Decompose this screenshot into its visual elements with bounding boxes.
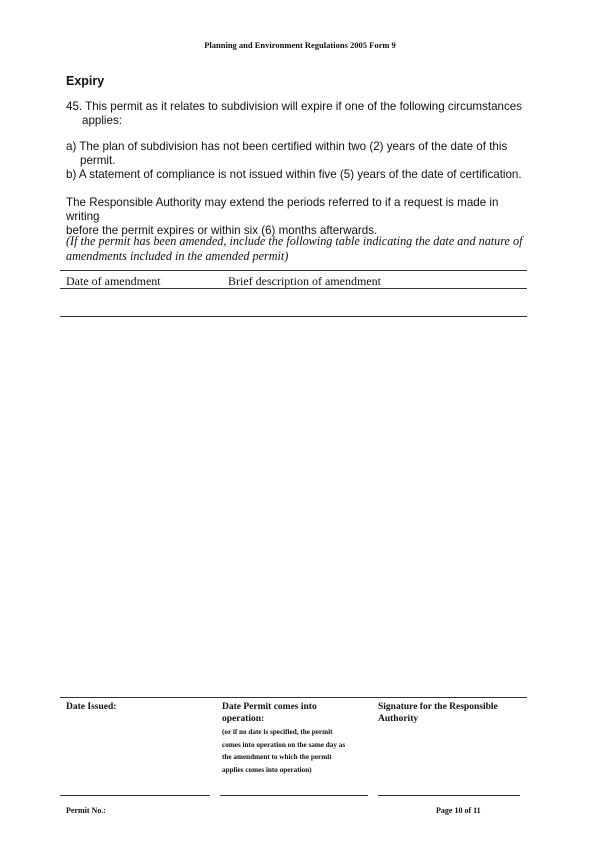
list-item-b xyxy=(66,168,522,182)
clause-45-line1: 45. This permit as it relates to subdivision will expire if one of the following circumstances xyxy=(66,100,523,113)
table-bottom-rule xyxy=(60,316,527,317)
extension-line1: The Responsible Authority may extend the periods referred to if a request is made in writing xyxy=(66,196,499,223)
authority-signature-line xyxy=(378,795,520,796)
date-operation-note xyxy=(222,726,372,776)
date-issued-label: Date Issued: xyxy=(66,702,117,712)
clause-45 xyxy=(66,100,522,128)
table-header-date: Date of amendment xyxy=(66,274,161,288)
date-operation-note-line: the amendment to which the permit xyxy=(222,753,332,761)
amendment-note xyxy=(66,234,526,264)
table-header-description: Brief description of amendment xyxy=(228,274,381,288)
clause-45-line2: applies: xyxy=(82,114,122,127)
page-number: Page 10 of 11 xyxy=(436,806,481,815)
list-item-a-line2: permit. xyxy=(80,154,116,167)
date-operation-note-line: comes into operation on the same day as xyxy=(222,740,346,749)
list-item-b-line1: b) A statement of compliance is not issued within five (5) years of the date of certification. xyxy=(66,168,522,181)
extension-line2: before the permit expires or within six (6) months afterwards. xyxy=(66,224,378,237)
date-operation-note-line: applies comes into operation) xyxy=(222,765,312,774)
list-item-a-line1: a) The plan of subdivision has not been certified within two (2) years of the date of this xyxy=(66,140,508,153)
extension-paragraph xyxy=(66,196,526,238)
date-operation-line1: Date Permit comes into xyxy=(222,702,317,712)
date-operation-line2: operation: xyxy=(222,714,265,724)
date-operation-signature-line xyxy=(220,795,368,796)
signature-line2: Authority xyxy=(378,714,419,724)
date-issued-signature-line xyxy=(60,795,210,796)
amendment-note-line1: (If the permit has been amended, include the following table indicating the date and nature of xyxy=(66,234,523,248)
date-operation-note-line: (or if no date is specified, the permit xyxy=(222,728,333,736)
amendment-note-line2: amendments included in the amended permit) xyxy=(66,249,289,263)
table-header-rule xyxy=(60,288,527,289)
signature-line1: Signature for the Responsible xyxy=(378,702,498,712)
permit-number-label: Permit No.: xyxy=(66,806,106,815)
signature-block xyxy=(378,701,528,725)
table-top-rule xyxy=(60,270,527,271)
list-item-a xyxy=(66,140,522,168)
date-operation-block xyxy=(222,701,372,776)
section-heading-expiry: Expiry xyxy=(66,74,105,88)
running-header: Planning and Environment Regulations 2005 Form 9 xyxy=(204,40,396,50)
footer-top-rule xyxy=(60,697,527,698)
